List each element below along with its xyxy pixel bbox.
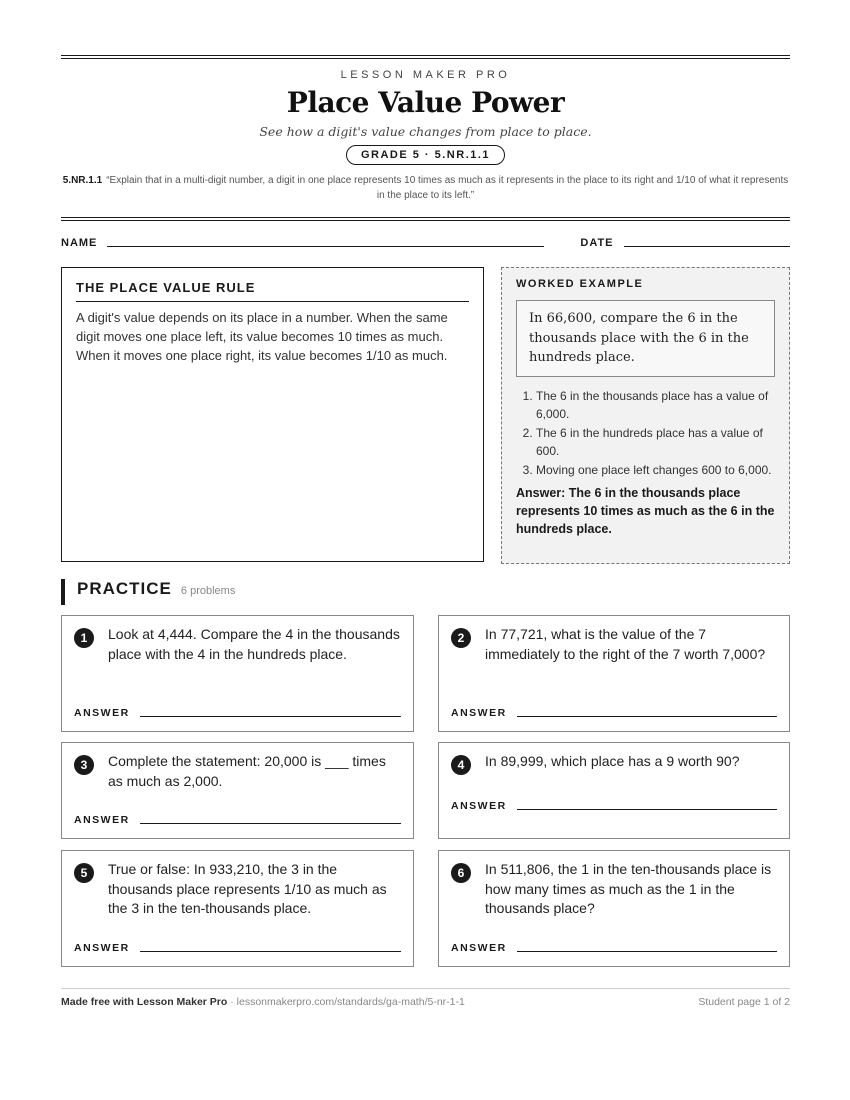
worked-example-box (501, 267, 790, 564)
problem-text: In 77,721, what is the value of the 7 immediately to the right of the 7 worth 7,000? (485, 626, 766, 662)
worksheet-page (61, 55, 790, 975)
problem-text: In 89,999, which place has a 9 worth 90? (485, 753, 740, 769)
problem-number: 3 (74, 755, 94, 775)
answer-field[interactable] (140, 716, 401, 717)
problem-card (61, 850, 414, 967)
place-value-rule-box (61, 267, 484, 562)
standard-statement (61, 173, 790, 203)
practice-count: 6 problems (180, 585, 236, 597)
page-title: Place Value Power (286, 86, 565, 119)
practice-title: PRACTICE (77, 579, 172, 598)
standard-code: 5.NR.1.1 (62, 175, 103, 186)
problem-card (438, 742, 790, 839)
problem-text: Complete the statement: 20,000 is ___ times as much as 2,000. (108, 753, 386, 789)
problem-text: Look at 4,444. Compare the 4 in the thousands place with the 4 in the hundreds place. (108, 626, 400, 662)
answer-field[interactable] (140, 823, 401, 824)
worked-example-answer: Answer: The 6 in the thousands place represents 10 times as much as the 6 in the hundreds place. (516, 485, 775, 536)
standard-text: “Explain that in a multi-digit number, a digit in one place represents 10 times as much as it represents in the place to its right and 1/10 of what it represents in the place to its left.” (106, 175, 789, 201)
problem-number: 4 (451, 755, 471, 775)
date-field[interactable] (624, 245, 790, 247)
worked-step: 3. Moving one place left changes 600 to 6,000. (536, 461, 775, 479)
footer-url[interactable]: · lessonmakerpro.com/standards/ga-math/5-nr-1-1 (230, 996, 465, 1008)
answer-label: ANSWER (451, 800, 507, 812)
problem-text: In 511,806, the 1 in the ten-thousands place is how many times as much as the 1 in the thousands place? (485, 861, 772, 916)
problem-number: 1 (74, 628, 94, 648)
problem-card (61, 615, 414, 732)
answer-field[interactable] (140, 951, 401, 952)
page-subtitle: See how a digit's value changes from place to place. (259, 124, 592, 139)
name-field[interactable] (107, 245, 544, 247)
practice-header (61, 579, 790, 605)
header-divider (61, 217, 790, 221)
date-label: DATE (580, 237, 614, 249)
answer-label: ANSWER (451, 707, 507, 719)
worked-step: 1. The 6 in the thousands place has a value of 6,000. (536, 387, 775, 423)
page-footer (61, 988, 790, 1008)
student-info-fields (61, 237, 790, 249)
worked-example-heading: WORKED EXAMPLE (516, 278, 644, 290)
footer-made-with: Made free with Lesson Maker Pro (61, 996, 228, 1008)
worked-step: 2. The 6 in the hundreds place has a value of 600. (536, 424, 775, 460)
problem-number: 2 (451, 628, 471, 648)
answer-field[interactable] (517, 716, 777, 717)
worked-example-steps (516, 387, 775, 479)
worked-example-question: In 66,600, compare the 6 in the thousands place with the 6 in the hundreds place. (516, 300, 775, 377)
grade-badge: GRADE 5 · 5.NR.1.1 (346, 145, 505, 165)
rule-text: A digit's value depends on its place in a number. When the same digit moves one place left, its value becomes 10 times as much. When it moves one place right, its value becomes 1/10 as much. (76, 310, 448, 363)
answer-field[interactable] (517, 951, 777, 952)
problem-text: True or false: In 933,210, the 3 in the thousands place represents 1/10 as much as the 3 in the ten-thousands place. (108, 861, 387, 916)
footer-page-number: Student page 1 of 2 (698, 996, 790, 1008)
rule-heading: THE PLACE VALUE RULE (76, 280, 469, 302)
problem-card (438, 615, 790, 732)
top-divider (61, 55, 790, 59)
name-label: NAME (61, 237, 98, 249)
problem-card (438, 850, 790, 967)
answer-field[interactable] (517, 809, 777, 810)
practice-grid (61, 615, 790, 975)
answer-label: ANSWER (74, 942, 130, 954)
answer-label: ANSWER (74, 707, 130, 719)
brand-name: LESSON MAKER PRO (340, 69, 511, 81)
answer-label: ANSWER (74, 814, 130, 826)
problem-number: 6 (451, 863, 471, 883)
problem-card (61, 742, 414, 839)
problem-number: 5 (74, 863, 94, 883)
answer-label: ANSWER (451, 942, 507, 954)
